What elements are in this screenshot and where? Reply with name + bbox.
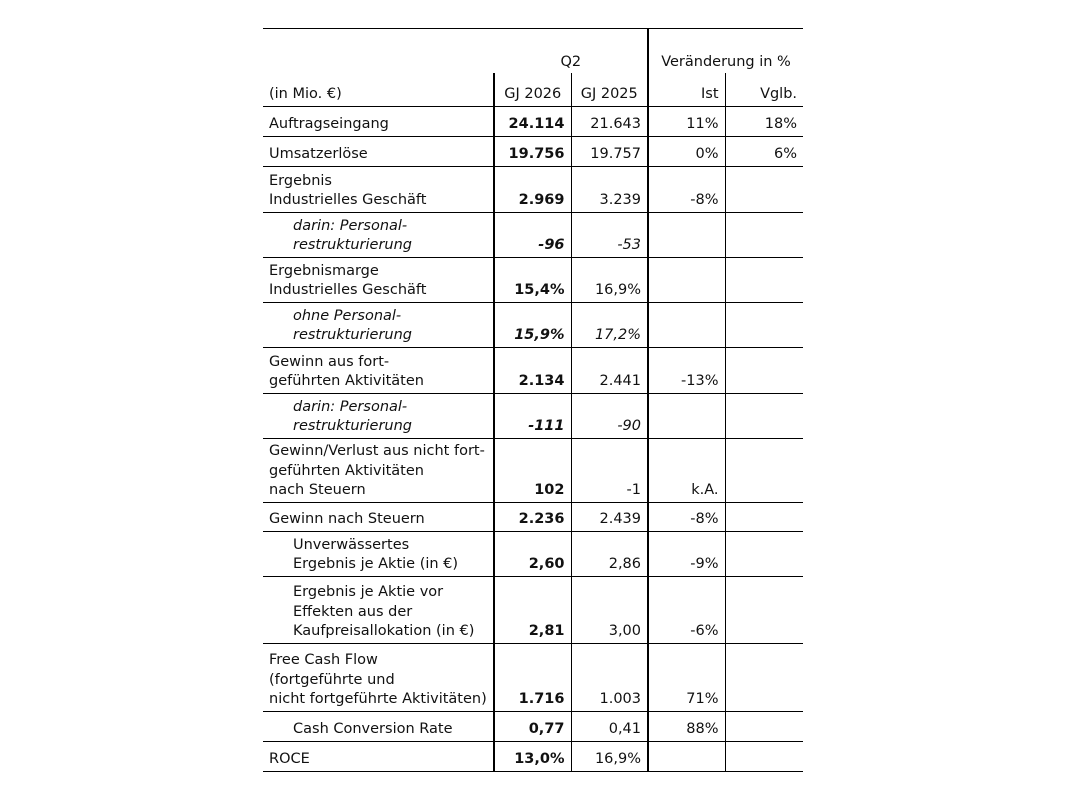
header-unit-label: (in Mio. €) (263, 73, 494, 106)
table-row (263, 711, 803, 741)
value-prior: 2.439 (571, 502, 648, 531)
row-label (263, 502, 494, 531)
row-label-line: restrukturierung (293, 418, 413, 434)
value-prior: 3,00 (571, 576, 648, 643)
value-change-ist: 0% (648, 136, 725, 166)
value-change-ist (648, 257, 725, 302)
value-change-vglb (725, 531, 803, 576)
header-change-group: Veränderung in % (648, 29, 803, 73)
header-col-vglb: Vglb. (725, 73, 803, 106)
row-label-line: Industrielles Geschäft (269, 282, 427, 298)
row-label (263, 302, 494, 347)
value-prior: -53 (571, 212, 648, 257)
table-row (263, 106, 803, 136)
table-row (263, 438, 803, 502)
value-change-vglb (725, 257, 803, 302)
row-label (263, 711, 494, 741)
table-row (263, 136, 803, 166)
value-current: 24.114 (494, 106, 571, 136)
row-label (263, 393, 494, 438)
table-row (263, 257, 803, 302)
value-prior: 2.441 (571, 347, 648, 393)
value-current: 15,9% (494, 302, 571, 347)
row-label-line: Ergebnis je Aktie (in €) (293, 556, 459, 572)
value-current: 1.716 (494, 643, 571, 711)
table-row (263, 302, 803, 347)
value-change-ist: 11% (648, 106, 725, 136)
value-current: 19.756 (494, 136, 571, 166)
row-label-line: ohne Personal- (293, 307, 402, 324)
table-row (263, 576, 803, 643)
value-change-vglb (725, 438, 803, 502)
value-current: 0,77 (494, 711, 571, 741)
value-change-ist: -8% (648, 166, 725, 212)
row-label-line: Ergebnismarge (269, 262, 379, 279)
value-change-vglb (725, 741, 803, 771)
table-row (263, 643, 803, 711)
table-row (263, 212, 803, 257)
value-prior: 16,9% (571, 741, 648, 771)
value-current: 2.969 (494, 166, 571, 212)
row-label-line: Ergebnis (269, 172, 332, 189)
value-change-vglb (725, 576, 803, 643)
row-label-line: ROCE (269, 751, 310, 767)
row-label-line: restrukturierung (293, 237, 413, 253)
header-period-group: Q2 (560, 53, 582, 70)
table-row (263, 166, 803, 212)
row-label (263, 257, 494, 302)
value-prior: 17,2% (571, 302, 648, 347)
value-change-vglb (725, 166, 803, 212)
row-label (263, 438, 494, 502)
row-label-line: Free Cash Flow (269, 652, 378, 668)
row-label-line: Kaufpreisallokation (in €) (293, 623, 475, 639)
row-label (263, 136, 494, 166)
header-col-ist: Ist (648, 73, 725, 106)
table-body (263, 106, 803, 771)
row-label-line: darin: Personal- (293, 398, 408, 415)
row-label-line: (fortgeführte und (269, 671, 395, 688)
header-blank (263, 29, 494, 73)
value-change-ist: k.A. (648, 438, 725, 502)
row-label-line: Umsatzerlöse (269, 146, 368, 162)
row-label-line: Gewinn nach Steuern (269, 511, 425, 527)
value-change-ist: 71% (648, 643, 725, 711)
value-prior: 19.757 (571, 136, 648, 166)
value-change-ist (648, 212, 725, 257)
header-col-prior: GJ 2025 (571, 73, 648, 106)
value-prior: -90 (571, 393, 648, 438)
row-label-line: Cash Conversion Rate (293, 721, 453, 737)
row-label-line: geführten Aktivitäten (269, 373, 424, 389)
table-row (263, 347, 803, 393)
row-label (263, 347, 494, 393)
value-current: -111 (494, 393, 571, 438)
table-row (263, 502, 803, 531)
value-change-vglb: 18% (725, 106, 803, 136)
value-change-vglb (725, 643, 803, 711)
value-change-vglb: 6% (725, 136, 803, 166)
table-row (263, 741, 803, 771)
value-prior: 2,86 (571, 531, 648, 576)
row-label (263, 106, 494, 136)
row-label-line: nicht fortgeführte Aktivitäten) (269, 691, 487, 707)
row-label (263, 166, 494, 212)
value-current: 2.236 (494, 502, 571, 531)
row-label-line: geführten Aktivitäten (269, 462, 424, 479)
value-prior: 16,9% (571, 257, 648, 302)
financial-table (263, 29, 803, 772)
row-label (263, 576, 494, 643)
value-current: 13,0% (494, 741, 571, 771)
row-label-line: Unverwässertes (293, 536, 410, 553)
value-change-vglb (725, 711, 803, 741)
row-label (263, 212, 494, 257)
value-change-ist: -13% (648, 347, 725, 393)
value-change-vglb (725, 347, 803, 393)
row-label-line: Ergebnis je Aktie vor (293, 584, 444, 600)
value-change-ist (648, 393, 725, 438)
row-label-line: nach Steuern (269, 482, 366, 498)
row-label (263, 741, 494, 771)
table-row (263, 393, 803, 438)
value-change-vglb (725, 212, 803, 257)
row-label-line: Gewinn/Verlust aus nicht fort- (269, 443, 485, 459)
table-row (263, 531, 803, 576)
value-current: 15,4% (494, 257, 571, 302)
value-change-ist: -8% (648, 502, 725, 531)
value-change-ist: -9% (648, 531, 725, 576)
value-current: 102 (494, 438, 571, 502)
value-prior: 3.239 (571, 166, 648, 212)
value-change-ist: -6% (648, 576, 725, 643)
value-current: 2,81 (494, 576, 571, 643)
value-change-vglb (725, 302, 803, 347)
value-change-ist (648, 302, 725, 347)
value-current: 2.134 (494, 347, 571, 393)
value-prior: -1 (571, 438, 648, 502)
row-label-line: restrukturierung (293, 327, 413, 343)
row-label-line: Auftragseingang (269, 116, 389, 132)
row-label-line: Gewinn aus fort- (269, 353, 390, 370)
value-change-vglb (725, 502, 803, 531)
value-change-ist (648, 741, 725, 771)
row-label-line: Industrielles Geschäft (269, 192, 427, 208)
value-prior: 1.003 (571, 643, 648, 711)
row-label-line: Effekten aus der (293, 603, 413, 620)
value-current: -96 (494, 212, 571, 257)
row-label-line: darin: Personal- (293, 217, 408, 234)
value-change-ist: 88% (648, 711, 725, 741)
value-current: 2,60 (494, 531, 571, 576)
row-label (263, 643, 494, 711)
value-prior: 21.643 (571, 106, 648, 136)
header-col-current: GJ 2026 (494, 73, 571, 106)
value-change-vglb (725, 393, 803, 438)
row-label (263, 531, 494, 576)
value-prior: 0,41 (571, 711, 648, 741)
